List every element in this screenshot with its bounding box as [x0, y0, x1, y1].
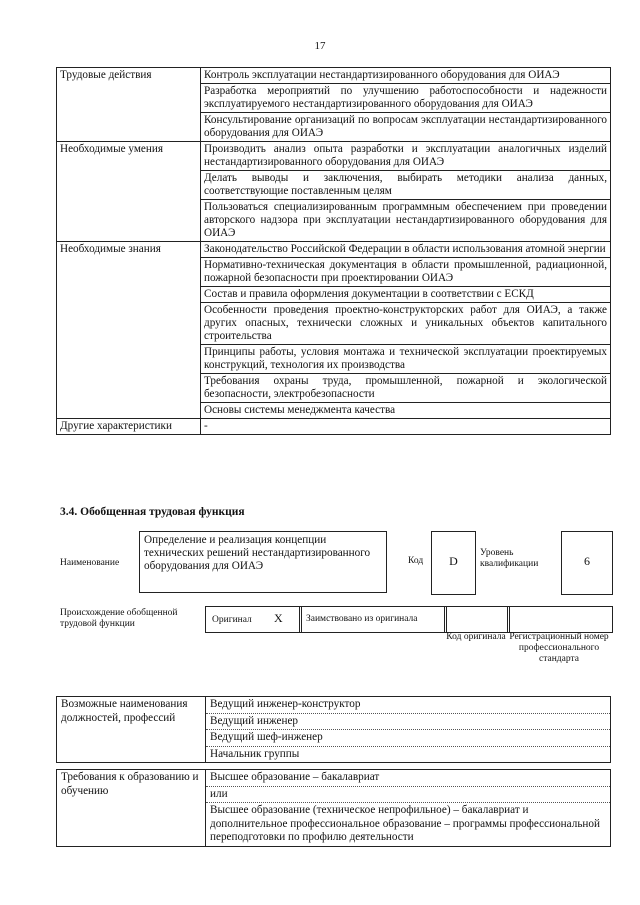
row-text: Основы системы менеджмента качества — [201, 403, 611, 419]
row-label — [57, 171, 201, 200]
original-box — [205, 606, 302, 633]
row-text: Законодательство Российской Федерации в области использования атомной энергии — [201, 242, 611, 258]
table-row — [57, 258, 611, 287]
row-label — [57, 303, 201, 345]
level-value: 6 — [584, 554, 590, 568]
row-text: Консультирование организаций по вопросам эксплуатации нестандартизированного оборудования для ОИАЭ — [201, 113, 611, 142]
row-text: Принципы работы, условия монтажа и технической эксплуатации проектируемых конструкций, технология их производства — [201, 345, 611, 374]
table-row — [57, 697, 611, 714]
row-text: Начальник группы — [206, 746, 611, 763]
reg-caption: Регистрационный номер профессионального стандарта — [509, 632, 609, 664]
row-text: Ведущий инженер — [206, 713, 611, 730]
borrowed-label: Заимствовано из оригинала — [306, 614, 418, 624]
reg-number-box — [507, 606, 613, 633]
row-label — [57, 84, 201, 113]
borrowed-box — [299, 606, 447, 633]
row-text: Особенности проведения проектно-конструкторских работ для ОИАЭ, а также других опасных, технически сложных и уникальных объектов капитального строительства — [201, 303, 611, 345]
row-label: Необходимые умения — [57, 142, 201, 171]
row-text: Нормативно-техническая документация в области промышленной, радиационной, пожарной безопасности при проектировании ОИАЭ — [201, 258, 611, 287]
original-code-box — [444, 606, 510, 633]
row-text: Производить анализ опыта разработки и эксплуатации аналогичных изделий нестандартизированного оборудования для ОИАЭ — [201, 142, 611, 171]
level-box — [561, 531, 613, 595]
name-label: Наименование — [60, 558, 120, 568]
function-name: Определение и реализация концепции технических решений нестандартизированного оборудования для ОИАЭ — [144, 534, 371, 572]
row-label: Другие характеристики — [57, 419, 201, 435]
table-row — [57, 171, 611, 200]
row-text: Разработка мероприятий по улучшению работоспособности и надежности эксплуатируемого нестандартизированного оборудования для ОИАЭ — [201, 84, 611, 113]
table-row — [57, 419, 611, 435]
table-row — [57, 770, 611, 787]
education-table — [56, 769, 611, 847]
code-caption: Код оригинала — [446, 632, 506, 642]
level-label: Уровень квалификации — [480, 548, 539, 569]
row-text: Требования охраны труда, промышленной, пожарной и экологической безопасности, электробезопасности — [201, 374, 611, 403]
original-label: Оригинал — [212, 615, 252, 625]
positions-table — [56, 696, 611, 763]
row-label — [57, 374, 201, 403]
table-row — [57, 403, 611, 419]
row-text: Высшее образование (техническое непрофильное) – бакалавриат и дополнительное профессиональное образование – программы профессиональной переподготовки по профилю деятельности — [206, 803, 611, 847]
origin-label: Происхождение обобщенной трудовой функции — [60, 608, 178, 629]
row-text: Делать выводы и заключения, выбирать методики анализа данных, соответствующие поставленным целям — [201, 171, 611, 200]
table-row — [57, 68, 611, 84]
table-row — [57, 374, 611, 403]
table-row — [57, 242, 611, 258]
row-label: Трудовые действия — [57, 68, 201, 84]
table-row — [57, 84, 611, 113]
row-text: или — [206, 786, 611, 803]
row-label — [57, 345, 201, 374]
original-mark: X — [274, 611, 283, 625]
table-row — [57, 345, 611, 374]
row-label — [57, 113, 201, 142]
row-label: Необходимые знания — [57, 242, 201, 258]
row-text: Высшее образование – бакалавриат — [206, 770, 611, 787]
row-label — [57, 403, 201, 419]
row-text: Пользоваться специализированным программным обеспечением при проведении авторского надзора при эксплуатации нестандартизированного оборудования для ОИАЭ — [201, 200, 611, 242]
row-text: Состав и правила оформления документации в соответствии с ЕСКД — [201, 287, 611, 303]
table-row — [57, 142, 611, 171]
row-label — [57, 287, 201, 303]
code-label: Код — [408, 556, 424, 566]
labor-functions-table — [56, 67, 611, 435]
function-name-box — [139, 531, 387, 593]
row-label: Возможные наименования должностей, профессий — [57, 697, 206, 763]
table-row — [57, 113, 611, 142]
row-text: Контроль эксплуатации нестандартизированного оборудования для ОИАЭ — [201, 68, 611, 84]
row-text: Ведущий инженер-конструктор — [206, 697, 611, 714]
row-text: Ведущий шеф-инженер — [206, 730, 611, 747]
page-number: 17 — [314, 40, 326, 52]
code-box — [431, 531, 476, 595]
row-label — [57, 258, 201, 287]
table-row — [57, 303, 611, 345]
section-title: 3.4. Обобщенная трудовая функция — [60, 506, 245, 518]
table-row — [57, 200, 611, 242]
code-value: D — [449, 554, 458, 568]
table-row — [57, 287, 611, 303]
row-text: - — [201, 419, 611, 435]
row-label: Требования к образованию и обучению — [57, 770, 206, 847]
row-label — [57, 200, 201, 242]
